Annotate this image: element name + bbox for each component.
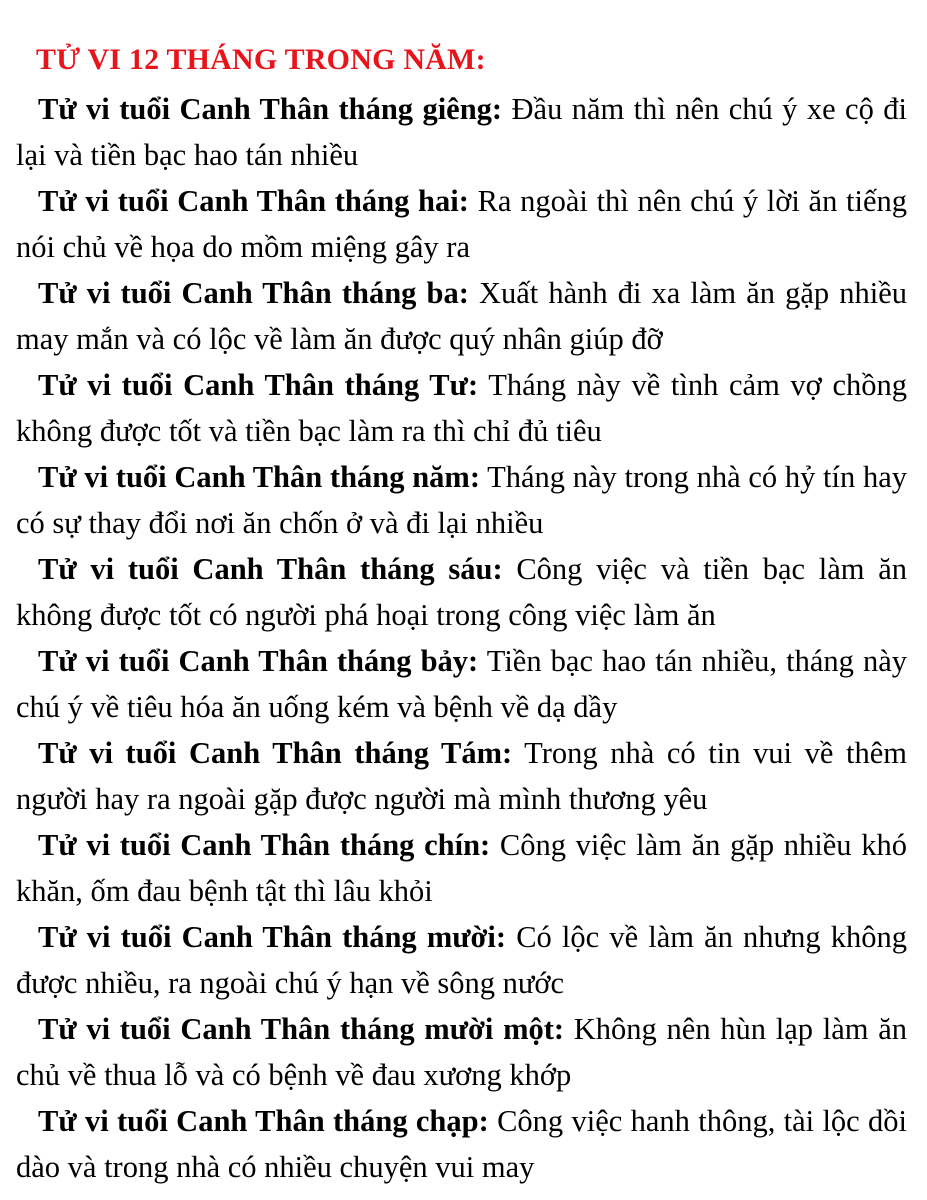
- month-entry-1: [16, 86, 907, 178]
- month-entry-10: [16, 914, 907, 1006]
- entry-label: Tử vi tuổi Canh Thân tháng chạp:: [38, 1104, 489, 1138]
- entry-text: Xuất hành đi xa làm ăn gặp nhiều may mắn và có lộc về làm ăn được quý nhân giúp đỡ: [16, 276, 907, 356]
- entry-text: Không nên hùn lạp làm ăn chủ về thua lỗ và có bệnh về đau xương khớp: [16, 1012, 907, 1092]
- entry-text: Có lộc về làm ăn nhưng không được nhiều, ra ngoài chú ý hạn về sông nước: [16, 920, 907, 1000]
- entry-label: Tử vi tuổi Canh Thân tháng chín:: [38, 828, 491, 862]
- month-entry-12: [16, 1098, 907, 1190]
- entry-label: Tử vi tuổi Canh Thân tháng ba:: [38, 276, 469, 310]
- month-entry-11: [16, 1006, 907, 1098]
- month-entry-4: [16, 362, 907, 454]
- entry-text: Trong nhà có tin vui về thêm người hay ra ngoài gặp được người mà mình thương yêu: [16, 736, 907, 816]
- entry-text: Tháng này trong nhà có hỷ tín hay có sự thay đổi nơi ăn chốn ở và đi lại nhiều: [16, 460, 907, 540]
- entry-label: Tử vi tuổi Canh Thân tháng sáu:: [38, 552, 503, 586]
- month-entry-2: [16, 178, 907, 270]
- entry-text: Công việc hanh thông, tài lộc dồi dào và trong nhà có nhiều chuyện vui may: [16, 1104, 908, 1184]
- entry-label: Tử vi tuổi Canh Thân tháng mười:: [38, 920, 507, 954]
- month-entry-7: [16, 638, 907, 730]
- entry-label: Tử vi tuổi Canh Thân tháng Tư:: [38, 368, 479, 402]
- month-entry-8: [16, 730, 907, 822]
- entry-label: Tử vi tuổi Canh Thân tháng bảy:: [38, 644, 479, 678]
- month-entry-9: [16, 822, 907, 914]
- entry-text: Công việc và tiền bạc làm ăn không được tốt có người phá hoại trong công việc làm ăn: [16, 552, 908, 632]
- entry-label: Tử vi tuổi Canh Thân tháng mười một:: [38, 1012, 565, 1046]
- entry-text: Ra ngoài thì nên chú ý lời ăn tiếng nói chủ về họa do mồm miệng gây ra: [16, 184, 908, 264]
- month-entry-3: [16, 270, 907, 362]
- entry-label: Tử vi tuổi Canh Thân tháng năm:: [38, 460, 480, 494]
- entry-label: Tử vi tuổi Canh Thân tháng Tám:: [38, 736, 513, 770]
- document-title: TỬ VI 12 THÁNG TRONG NĂM:: [36, 43, 486, 76]
- entry-label: Tử vi tuổi Canh Thân tháng giêng:: [38, 92, 503, 126]
- entry-text: Tiền bạc hao tán nhiều, tháng này chú ý về tiêu hóa ăn uống kém và bệnh về dạ dầy: [16, 644, 907, 724]
- entry-text: Công việc làm ăn gặp nhiều khó khăn, ốm đau bệnh tật thì lâu khỏi: [16, 828, 907, 908]
- entry-text: Tháng này về tình cảm vợ chồng không được tốt và tiền bạc làm ra thì chỉ đủ tiêu: [16, 368, 907, 448]
- entry-text: Đầu năm thì nên chú ý xe cộ đi lại và tiền bạc hao tán nhiều: [16, 92, 907, 172]
- month-entry-6: [16, 546, 907, 638]
- entry-label: Tử vi tuổi Canh Thân tháng hai:: [38, 184, 469, 218]
- month-entry-5: [16, 454, 907, 546]
